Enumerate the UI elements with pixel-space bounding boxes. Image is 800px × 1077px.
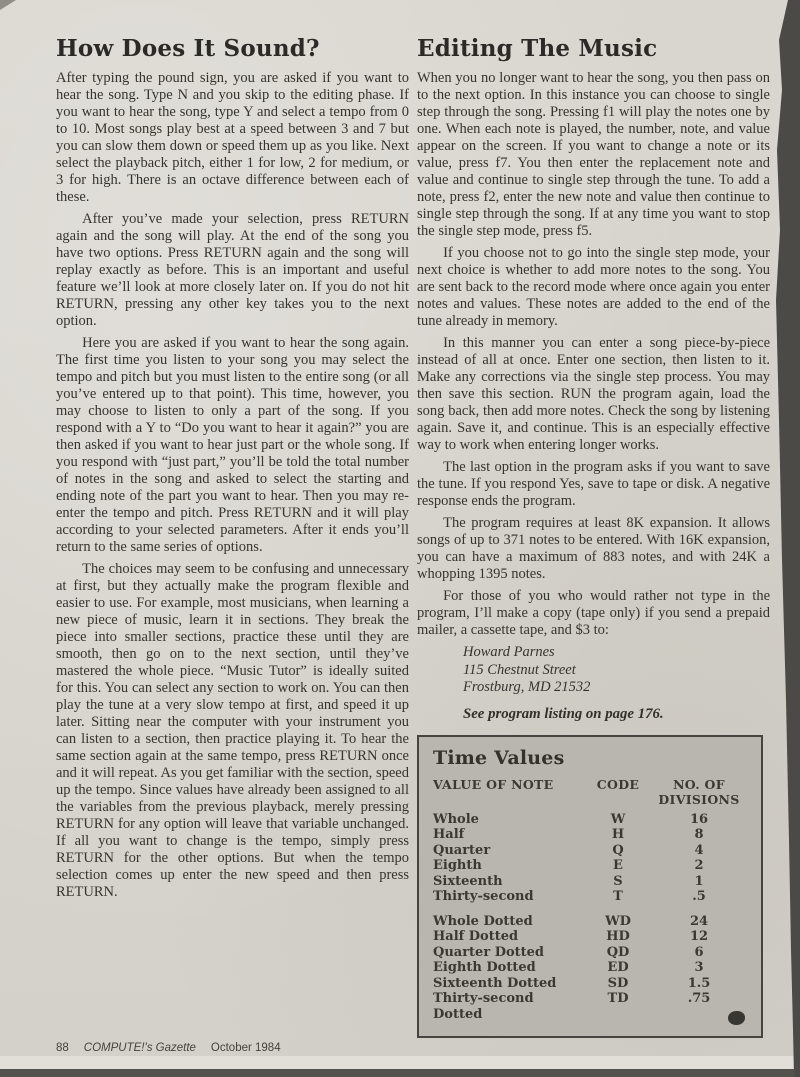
left-column-text (56, 70, 409, 901)
column-header-no-of-divisions: NO. OF DIVISIONS (658, 776, 740, 807)
divisions-cell: .75 (687, 991, 711, 1006)
table-row (433, 827, 747, 843)
paragraph: The last option in the program asks if you want to save the tune. If you respond Yes, save to tape or disk. A negative response ends the program. (417, 459, 770, 509)
divisions-cell: .5 (692, 889, 706, 904)
right-column (417, 36, 770, 1038)
scan-corner-shadow (0, 0, 16, 10)
divisions-cell: 3 (694, 960, 704, 975)
table-row (433, 874, 747, 890)
table-row (433, 843, 747, 859)
note-value-cell: Whole Dotted (433, 913, 533, 929)
note-value-cell: Quarter (433, 842, 491, 858)
note-value-cell: Sixteenth Dotted (433, 975, 557, 991)
divisions-cell: 12 (689, 929, 709, 944)
end-of-article-icon (728, 1011, 745, 1025)
paragraph: After typing the pound sign, you are asked if you want to hear the song. Type N and you skip to the editing phase. If you want to hear the song, type Y and select a tempo from 0 to 10. Most songs play best at a speed between 3 and 7 but you can slow them down or speed them up as you like. Next select the playback pitch, either 1 for low, 2 for medium, or 3 for high. There is an octave difference between each of these. (56, 70, 409, 205)
divisions-cell: 16 (689, 811, 709, 827)
paragraph: Here you are asked if you want to hear the song again. The first time you listen to your song you may select the tempo and pitch but you must listen to the entire song (or all you’ve entered up to that point). This time, however, you may choose to listen to only a part of the song. If you respond with a Y to “Do you want to hear it again?” you are then asked if you want to hear just part or the whole song. If you respond with “just part,” you’ll be told the total number of notes in the song and asked to select the starting and ending note of the part you want to hear. Then you may re-enter the tempo and pitch. Press RETURN and it will play according to your selected parameters. After it ends you’ll return to the same series of options. (56, 335, 409, 555)
table-rows-dotted (433, 914, 747, 1023)
note-value-cell: Whole (433, 811, 479, 827)
divisions-cell: 24 (689, 913, 709, 929)
scan-edge-bottom (0, 1069, 800, 1077)
table-row (433, 858, 747, 874)
divisions-cell: 1.5 (687, 975, 711, 991)
divisions-cell: 4 (694, 842, 704, 858)
paragraph: In this manner you can enter a song piece-by-piece instead of all at once. Enter one section, then listen to it. Make any corrections via the single step process. You may then save this section. RUN the program again, load the song back, then add more notes. Check the song by listening again. Save it, and continue. This is an especially effective way to work when entering longer works. (417, 335, 770, 453)
paragraph: If you choose not to go into the single step mode, your next choice is whether to add more notes to the song. You are sent back to the record mode where once again you enter notes and values. These notes are added to the end of the tune already in memory. (417, 245, 770, 329)
code-cell: S (613, 873, 623, 889)
code-cell: HD (606, 929, 630, 944)
page-number: 88 (56, 1042, 69, 1054)
table-row (433, 812, 747, 828)
left-column (56, 36, 409, 906)
column-header-value-of-note: VALUE OF NOTE (433, 776, 554, 792)
section-heading-how-does-it-sound: How Does It Sound? (56, 35, 320, 62)
table-row (433, 914, 747, 930)
code-cell: H (611, 827, 625, 842)
code-cell: ED (607, 960, 629, 975)
table-row (433, 991, 747, 1022)
table-row (433, 976, 747, 992)
code-cell: W (610, 811, 626, 827)
mailing-address (463, 644, 770, 697)
divisions-cell: 2 (694, 858, 704, 873)
table-rows-basic (433, 812, 747, 905)
paragraph: The choices may seem to be confusing and unnecessary at first, but they actually make the program flexible and easier to use. For example, most musicians, when learning a new piece of music, learn it in sections. They break the piece into smaller sections, practice these until they are smooth, then go on to the next section, until they’ve mastered the whole piece. “Music Tutor” is ideally suited for this. You can select any section to work on. You can then play the tune at a very slow tempo at first, and speed it up later. Sitting near the computer with your instrument you can listen to a section, then practice playing it. To hear the same section again at the same tempo, press RETURN once and it will repeat. As you get familiar with the section, speed up the tempo. Since values have already been assigned to all the variables from the previous playback, merely pressing RETURN for any option will leave that variable unchanged. If all you want to change is the tempo, simply press RETURN for the other options. But when the tempo selection comes up enter the new speed and then press RETURN. (56, 561, 409, 900)
section-heading-editing-the-music: Editing The Music (417, 35, 658, 62)
note-value-cell: Half Dotted (433, 929, 519, 944)
scan-edge-bottom-highlight (0, 1056, 800, 1069)
paragraph: The program requires at least 8K expansion. It allows songs of up to 371 notes to be entered. With 16K expansion, you can have a maximum of 883 notes, and with 24K a whopping 1395 notes. (417, 515, 770, 582)
note-value-cell: Thirty-second Dotted (433, 991, 534, 1022)
table-row (433, 889, 747, 905)
note-value-cell: Eighth (433, 858, 482, 873)
table-row (433, 960, 747, 976)
issue-date: October 1984 (210, 1042, 281, 1054)
code-cell: TD (607, 991, 629, 1006)
divisions-cell: 1 (694, 873, 704, 889)
page-footer (56, 1042, 281, 1054)
address-line: 115 Chestnut Street (463, 661, 576, 678)
code-cell: T (613, 889, 623, 904)
table-row (433, 929, 747, 945)
note-value-cell: Eighth Dotted (433, 960, 536, 975)
divisions-cell: 6 (694, 944, 704, 960)
time-values-table (417, 735, 763, 1039)
note-value-cell: Thirty-second (433, 889, 534, 904)
code-cell: E (613, 858, 623, 873)
note-value-cell: Sixteenth (433, 873, 503, 889)
code-cell: Q (612, 842, 624, 858)
note-value-cell: Half (433, 827, 465, 842)
code-cell: QD (606, 944, 630, 960)
divisions-cell: 8 (694, 827, 704, 842)
column-header-code: CODE (596, 776, 640, 792)
paragraph: After you’ve made your selection, press RETURN again and the song will play. At the end of the song you have two options. Press RETURN again and the song will replay exactly as before. This is an important and useful feature we’ll look at more closely later on. If you do not hit RETURN, pressing any other key takes you to the next option. (56, 211, 409, 329)
code-cell: WD (605, 913, 631, 929)
paragraph: For those of you who would rather not type in the program, I’ll make a copy (tape only) if you send a prepaid mailer, a cassette tape, and $3 to: (417, 588, 770, 638)
code-cell: SD (607, 975, 629, 991)
address-line: Howard Parnes (463, 644, 555, 660)
address-line: Frostburg, MD 21532 (463, 679, 591, 695)
table-header-row (433, 777, 747, 812)
magazine-name: COMPUTE!'s Gazette (83, 1042, 196, 1054)
see-program-listing-note: See program listing on page 176. (463, 705, 664, 722)
note-value-cell: Quarter Dotted (433, 944, 545, 960)
table-title: Time Values (433, 746, 565, 769)
table-row (433, 945, 747, 961)
paragraph: When you no longer want to hear the song, you then pass on to the next option. In this instance you can choose to single step through the song. Pressing f1 will play the notes one by one. When each note is played, the number, note, and value appear on the screen. If you want to change a note or its value, press f7. You then enter the replacement note and value and continue to single step through the tune. To add a note, press f2, enter the new note and value then continue to single step through the song. If at any time you want to stop the single step mode, press f5. (417, 70, 770, 239)
right-column-text (417, 70, 770, 639)
